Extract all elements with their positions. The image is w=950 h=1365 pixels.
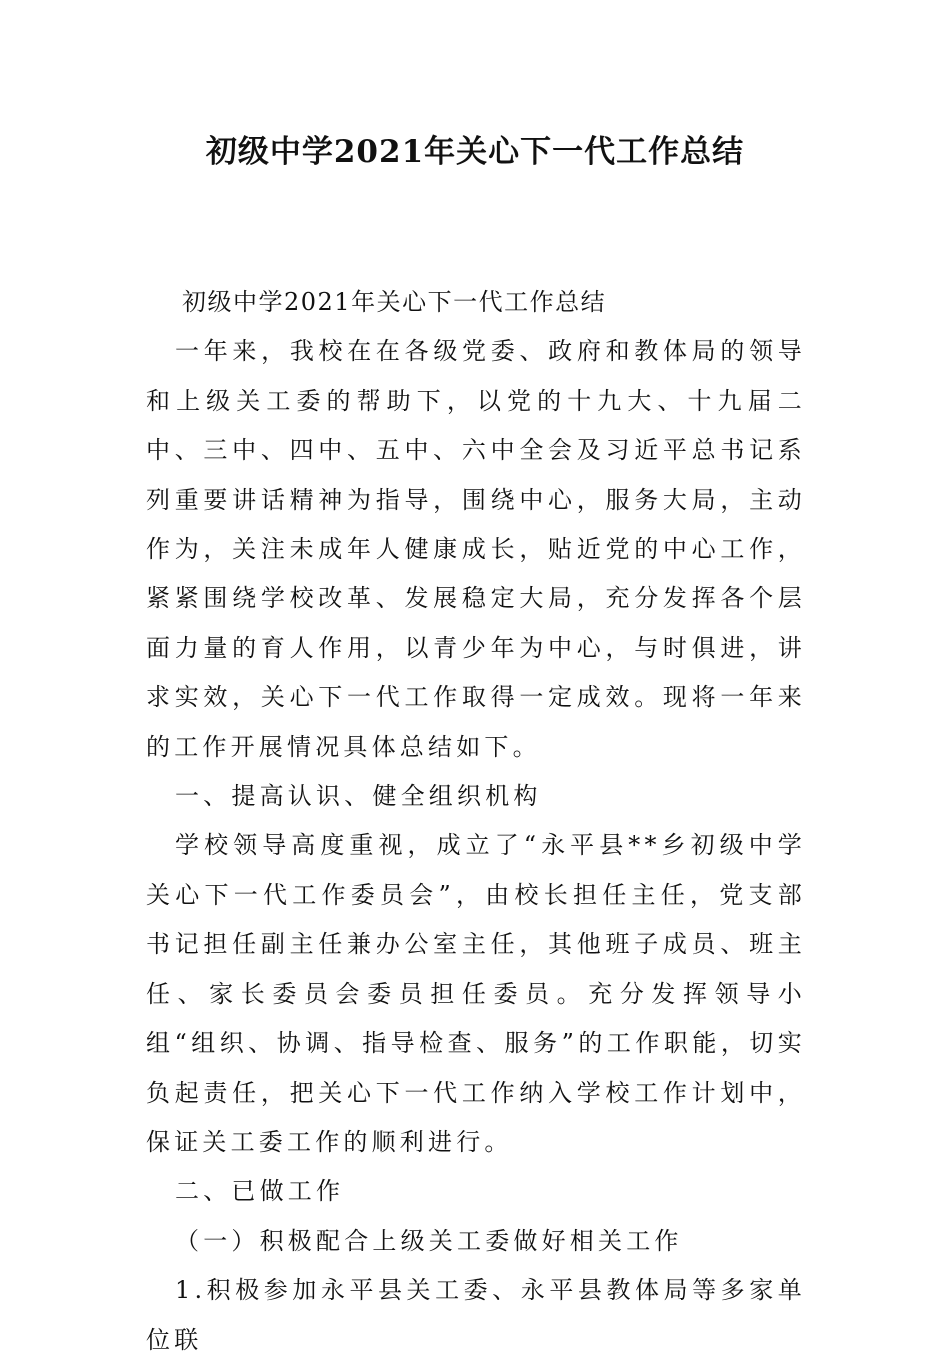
list-item-1: 1.积极参加永平县关工委、永平县教体局等多家单位联 [146, 1276, 806, 1354]
subsection-heading-1: （一）积极配合上级关工委做好相关工作 [175, 1226, 683, 1255]
section-1-paragraph: 学校领导高度重视，成立了“永平县**乡初级中学关心下一代工作委员会”，由校长担任主任，党支部书记担任副主任兼办公室主任，其他班子成员、班主任、家长委员会委员担任委员。充分发挥领导小组“组织、协调、指导检查、服务”的工作职能，切实负起责任，把关心下一代工作纳入学校工作计划中，保证关工委工作的顺利进行。 [146, 831, 806, 1156]
section-heading-1: 一、提高认识、健全组织机构 [175, 782, 542, 811]
document-title: 初级中学2021年关心下一代工作总结 [205, 134, 745, 170]
document-body [146, 278, 806, 1365]
intro-paragraph: 一年来，我校在在各级党委、政府和教体局的领导和上级关工委的帮助下，以党的十九大、十九届二中、三中、四中、五中、六中全会及习近平总书记系列重要讲话精神为指导，围绕中心，服务大局，主动作为，关注未成年人健康成长，贴近党的中心工作，紧紧围绕学校改革、发展稳定大局，充分发挥各个层面力量的育人作用，以青少年为中心，与时俱进，讲求实效，关心下一代工作取得一定成效。现将一年来的工作开展情况具体总结如下。 [146, 337, 806, 761]
section-heading-2: 二、已做工作 [175, 1177, 345, 1206]
body-subtitle: 初级中学2021年关心下一代工作总结 [182, 288, 607, 316]
